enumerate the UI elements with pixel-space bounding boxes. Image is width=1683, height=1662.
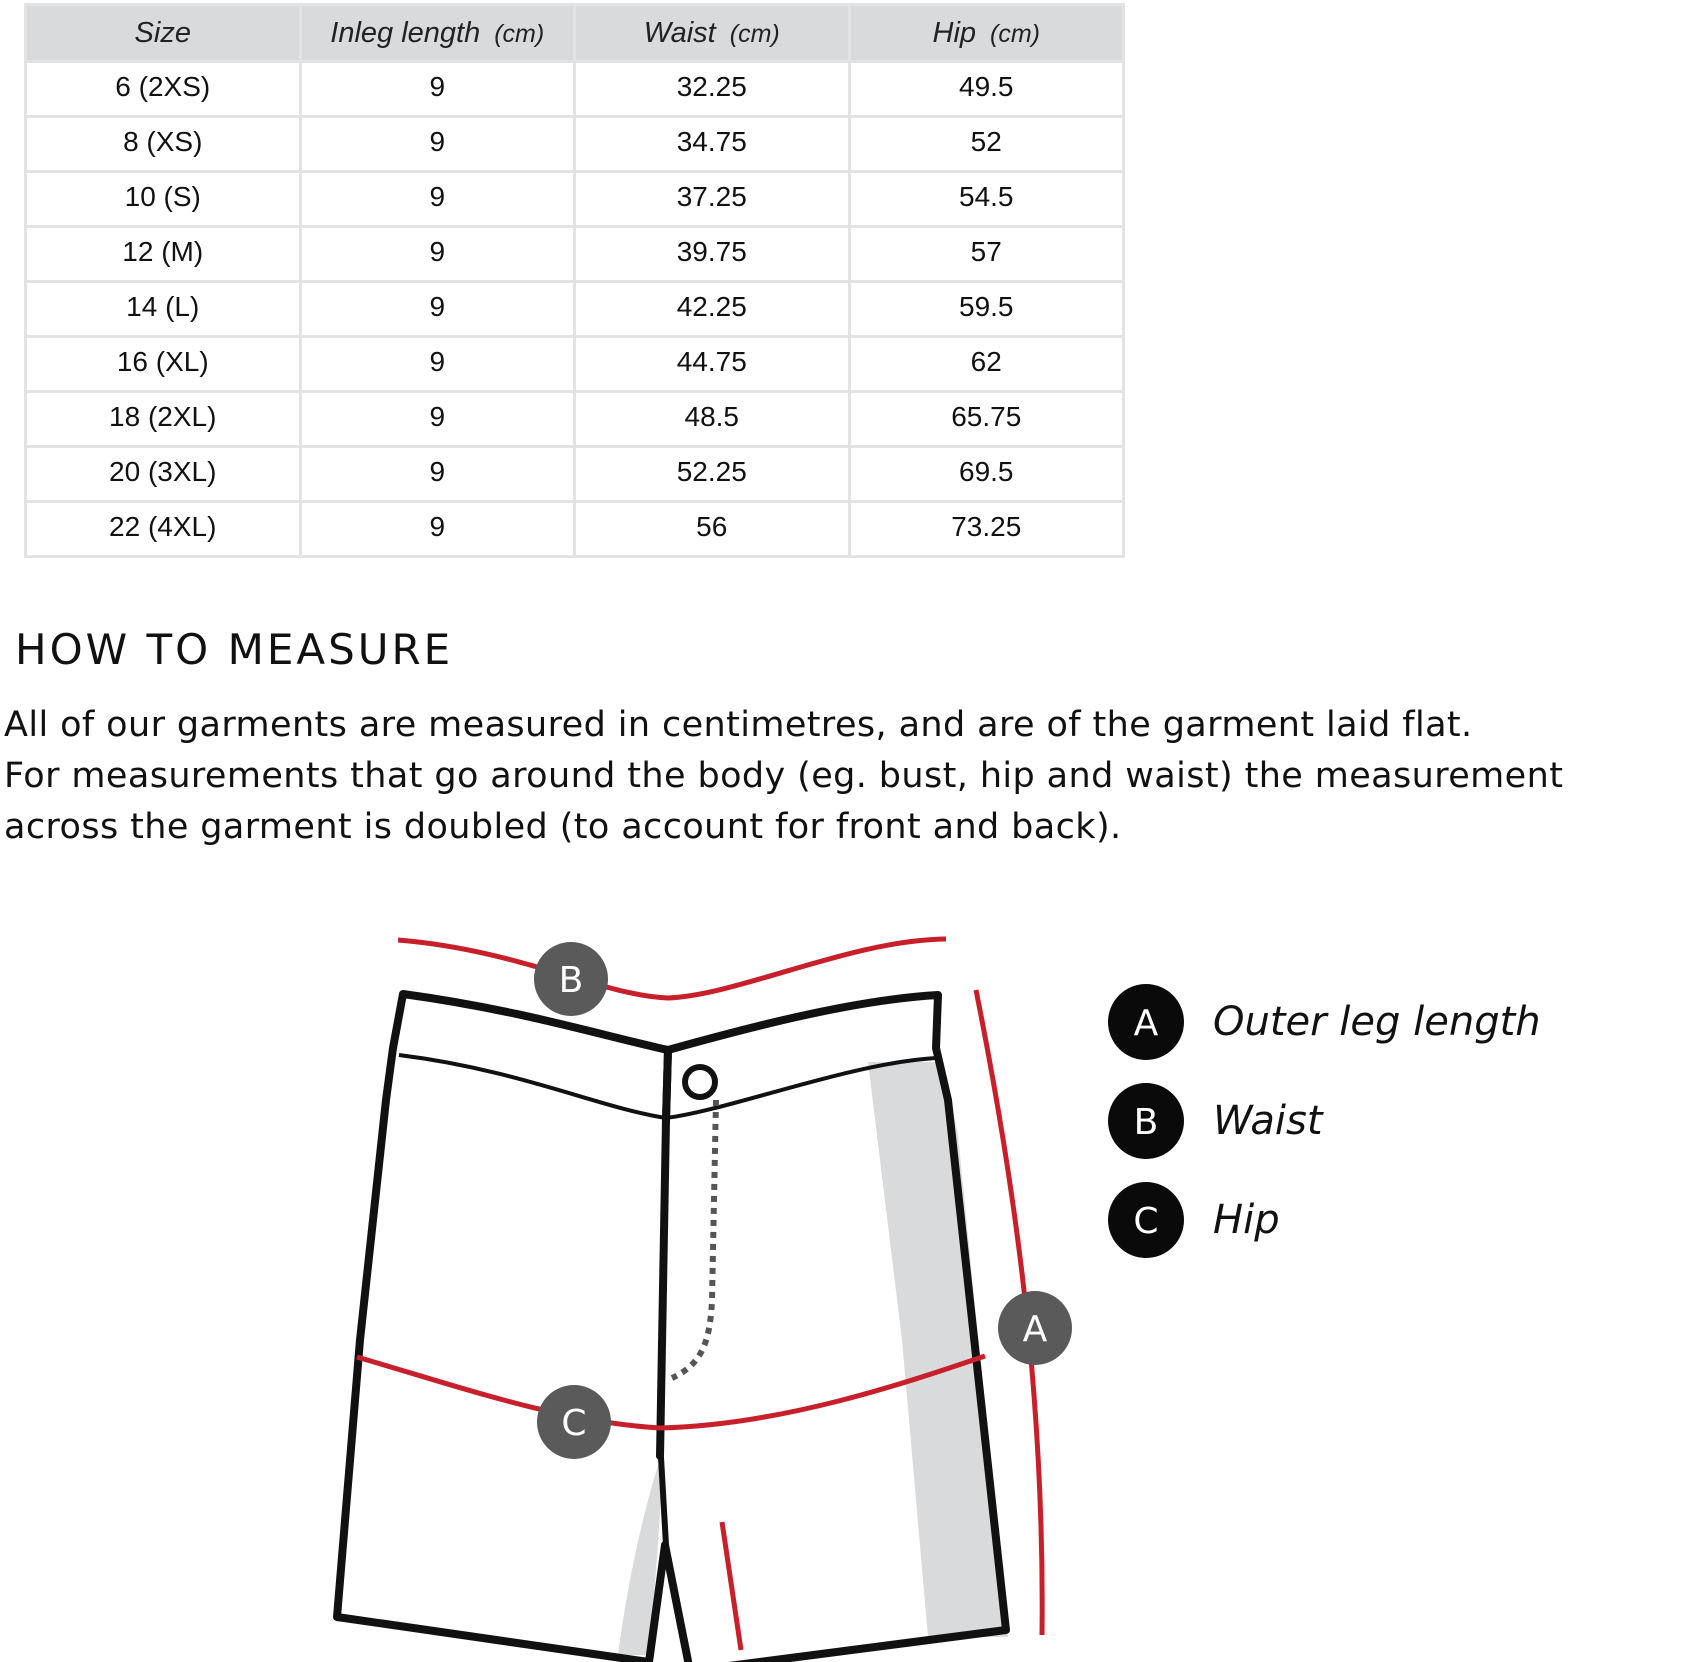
cell-inleg: 9 <box>300 447 575 502</box>
cell-inleg: 9 <box>300 172 575 227</box>
cell-size: 8 (XS) <box>26 117 301 172</box>
cell-waist: 52.25 <box>575 447 850 502</box>
svg-text:C: C <box>561 1403 587 1444</box>
cell-waist: 39.75 <box>575 227 850 282</box>
how-to-measure-line-1: All of our garments are measured in centimetres, and are of the garment laid flat. <box>4 705 1473 745</box>
cell-waist: 32.25 <box>575 62 850 117</box>
cell-size: 10 (S) <box>26 172 301 227</box>
cell-hip: 49.5 <box>849 62 1124 117</box>
cell-size: 16 (XL) <box>26 337 301 392</box>
cell-hip: 69.5 <box>849 447 1124 502</box>
hip-line <box>357 1356 985 1428</box>
cell-inleg: 9 <box>300 282 575 337</box>
svg-text:Waist: Waist <box>1213 1098 1323 1144</box>
svg-text:B: B <box>1133 1102 1159 1143</box>
svg-text:Hip: Hip <box>1213 1197 1280 1243</box>
header-inleg: Inleg length (cm) <box>300 5 575 62</box>
header-waist: Waist (cm) <box>575 5 850 62</box>
cell-waist: 34.75 <box>575 117 850 172</box>
marker-c <box>537 1385 611 1459</box>
svg-text:A: A <box>1022 1309 1048 1350</box>
marker-a <box>998 1291 1072 1365</box>
cell-waist: 48.5 <box>575 392 850 447</box>
cell-waist: 56 <box>575 502 850 557</box>
fly-stitching <box>672 1100 716 1378</box>
legend-item-a <box>1108 984 1541 1060</box>
cell-waist: 37.25 <box>575 172 850 227</box>
waist-line <box>398 939 946 998</box>
cell-size: 12 (M) <box>26 227 301 282</box>
svg-text:Outer leg length: Outer leg length <box>1213 999 1541 1045</box>
button-icon <box>685 1067 715 1097</box>
legend-item-c <box>1108 1182 1280 1258</box>
cell-hip: 73.25 <box>849 502 1124 557</box>
cell-hip: 52 <box>849 117 1124 172</box>
svg-text:C: C <box>1133 1201 1159 1242</box>
cell-inleg: 9 <box>300 227 575 282</box>
cell-inleg: 9 <box>300 337 575 392</box>
cell-size: 6 (2XS) <box>26 62 301 117</box>
header-hip: Hip (cm) <box>849 5 1124 62</box>
cell-waist: 42.25 <box>575 282 850 337</box>
svg-text:A: A <box>1133 1003 1159 1044</box>
inleg-tick <box>722 1522 741 1650</box>
cell-hip: 62 <box>849 337 1124 392</box>
cell-size: 22 (4XL) <box>26 502 301 557</box>
how-to-measure-line-2: For measurements that go around the body (eg. bust, hip and waist) the measurement <box>4 756 1564 796</box>
legend <box>1108 984 1541 1258</box>
cell-inleg: 9 <box>300 117 575 172</box>
cell-hip: 57 <box>849 227 1124 282</box>
cell-hip: 65.75 <box>849 392 1124 447</box>
cell-hip: 54.5 <box>849 172 1124 227</box>
svg-text:B: B <box>558 960 584 1001</box>
cell-waist: 44.75 <box>575 337 850 392</box>
how-to-measure-title: HOW TO MEASURE <box>15 625 454 674</box>
cell-size: 18 (2XL) <box>26 392 301 447</box>
legend-item-b <box>1108 1083 1324 1159</box>
header-size: Size <box>26 5 301 62</box>
cell-size: 14 (L) <box>26 282 301 337</box>
cell-inleg: 9 <box>300 502 575 557</box>
side-panel-shade <box>868 1062 1008 1637</box>
cell-hip: 59.5 <box>849 282 1124 337</box>
cell-inleg: 9 <box>300 392 575 447</box>
marker-b <box>534 942 608 1016</box>
cell-size: 20 (3XL) <box>26 447 301 502</box>
cell-inleg: 9 <box>300 62 575 117</box>
how-to-measure-line-3: across the garment is doubled (to account for front and back). <box>4 807 1122 847</box>
